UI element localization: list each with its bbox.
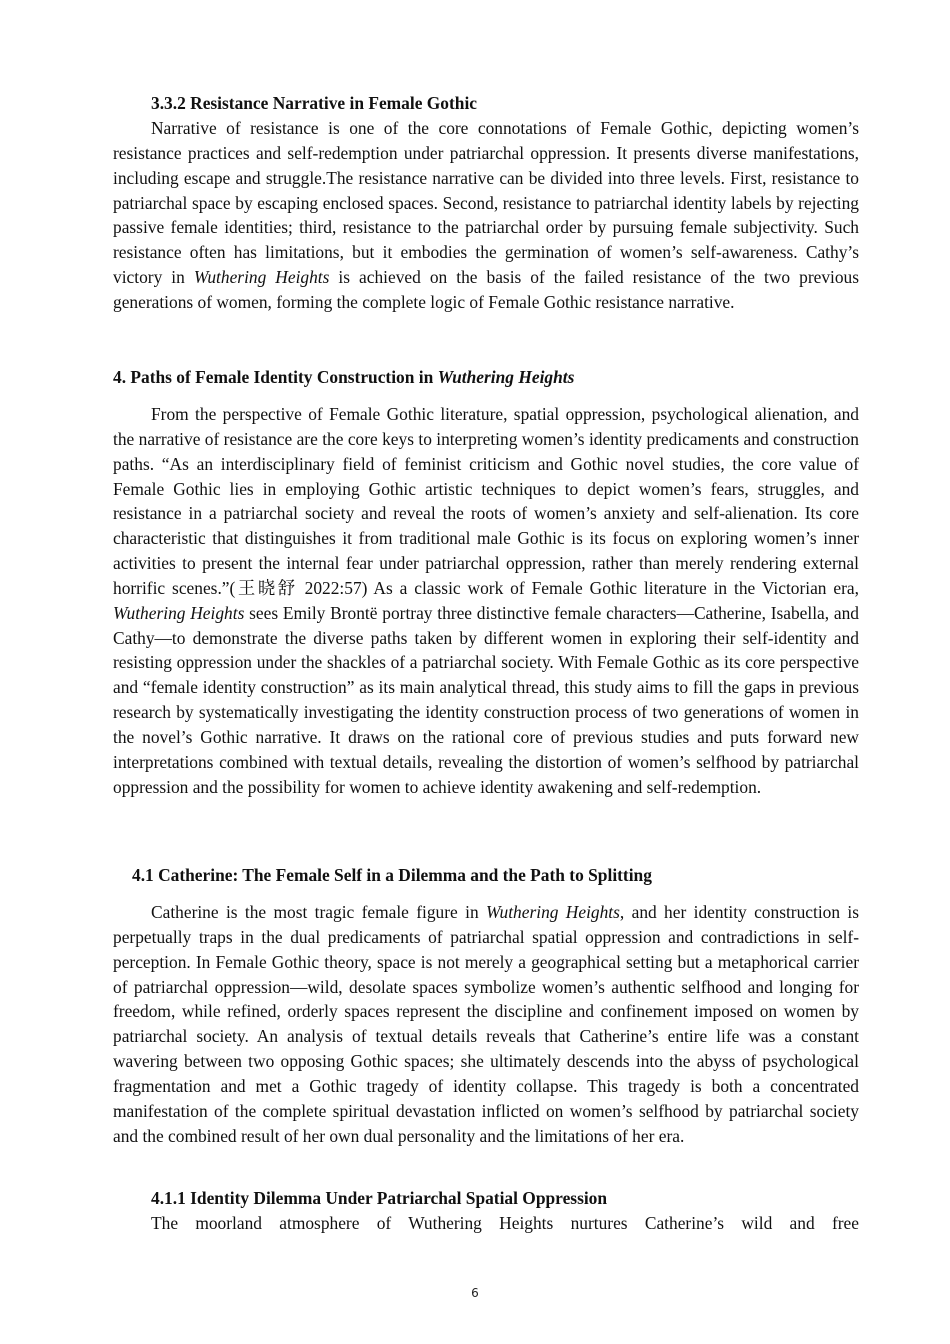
section-heading-3-3-2 bbox=[151, 91, 859, 116]
page-number: 6 bbox=[471, 1286, 479, 1300]
paragraph-moorland bbox=[113, 1211, 859, 1236]
paragraph-identity-construction bbox=[113, 402, 859, 800]
section-heading-4-1-1 bbox=[151, 1186, 859, 1211]
text-run: sees Emily Brontë portray three distinctive female characters—Catherine, Isabella, and Cathy—to demonstrate the diverse paths taken by different women in exploring their self-identity and resisting oppression under the shackles of a patriarchal society. With Female Gothic as its core perspective and “female identity construction” as its main analytical thread, this study aims to fill the gaps in previous research by systematically investigating the identity construction process of two generations of women in the novel’s Gothic narrative. It draws on the rational core of previous studies and puts forward new interpretations combined with textual details, revealing the distortion of women’s selfhood by patriarchal oppression and the possibility for women to achieve identity awakening and self-redemption. bbox=[113, 602, 859, 797]
section-heading-4 bbox=[113, 365, 859, 390]
paragraph-resistance-narrative bbox=[113, 116, 859, 315]
text-run: Catherine is the most tragic female figure in bbox=[151, 902, 486, 922]
italic-title: Wuthering Heights bbox=[193, 267, 330, 288]
italic-title: Wuthering Heights bbox=[113, 602, 245, 623]
paragraph-catherine bbox=[113, 900, 859, 1148]
heading-text: 4.1 Catherine: The Female Self in a Dilemma and the Path to Splitting bbox=[132, 865, 652, 885]
section-heading-4-1 bbox=[132, 863, 859, 888]
heading-text: 4.1.1 Identity Dilemma Under Patriarchal Spatial Oppression bbox=[151, 1188, 608, 1208]
italic-title: Wuthering Heights bbox=[437, 367, 575, 387]
text-run: , and her identity construction is perpetually traps in the dual predicaments of patriarchal spatial oppression and contradictions in self-perception. In Female Gothic theory, space is not merely a geographical setting but a metaphorical carrier of patriarchal oppression—wild, desolate spaces symbolize women’s authentic selfhood and longing for freedom, while refined, orderly spaces represent the discipline and confinement imposed on women by patriarchal society. An analysis of textual details reveals that Catherine’s entire life was a constant wavering between two opposing Gothic spaces; she ultimately descends into the abyss of psychological fragmentation and met a Gothic tragedy of identity collapse. This tragedy is both a concentrated manifestation of the complete spiritual devastation inflicted on women’s selfhood by patriarchal society and the combined result of her own dual personality and the limitations of her era. bbox=[113, 902, 860, 1146]
text-run: The moorland atmosphere of Wuthering Heights nurtures Catherine’s wild and free bbox=[151, 1213, 859, 1233]
heading-text: 3.3.2 Resistance Narrative in Female Gothic bbox=[151, 93, 477, 113]
text-run: From the perspective of Female Gothic literature, spatial oppression, psychological alienation, and the narrative of resistance are the core keys to interpreting women’s identity predicaments and construction paths. “As an interdisciplinary field of feminist criticism and Gothic novel studies, the core value of Female Gothic lies in employing Gothic artistic techniques to depict women’s fears, struggles, and resistance in a patriarchal society and reveal the roots of women’s anxiety and self-alienation. Its core characteristic that distinguishes it from traditional male Gothic is its focus on exploring women’s inner activities to present the internal fear under patriarchal oppression, rather than merely rendering external horrific scenes.”(王晓舒 2022:57) As a classic work of Female Gothic literature in the Victorian era, bbox=[113, 404, 859, 598]
italic-title: Wuthering Heights bbox=[486, 902, 620, 922]
text-run: Narrative of resistance is one of the core connotations of Female Gothic, depicting women’s resistance practices and self-redemption under patriarchal oppression. It presents diverse manifestations, including escape and struggle.The resistance narrative can be divided into three levels. First, resistance to patriarchal space by escaping enclosed spaces. Second, resistance to patriarchal identity labels by rejecting passive female identities; third, resistance to the patriarchal order by pursuing female subjectivity. Such resistance often has limitations, but it embodies the germination of women’s self-awareness. Cathy’s victory in bbox=[113, 118, 859, 288]
heading-text: 4. Paths of Female Identity Construction in bbox=[113, 367, 438, 387]
text-run: is achieved on the basis of the failed resistance of the two previous generations of women, forming the complete logic of Female Gothic resistance narrative. bbox=[113, 267, 860, 312]
